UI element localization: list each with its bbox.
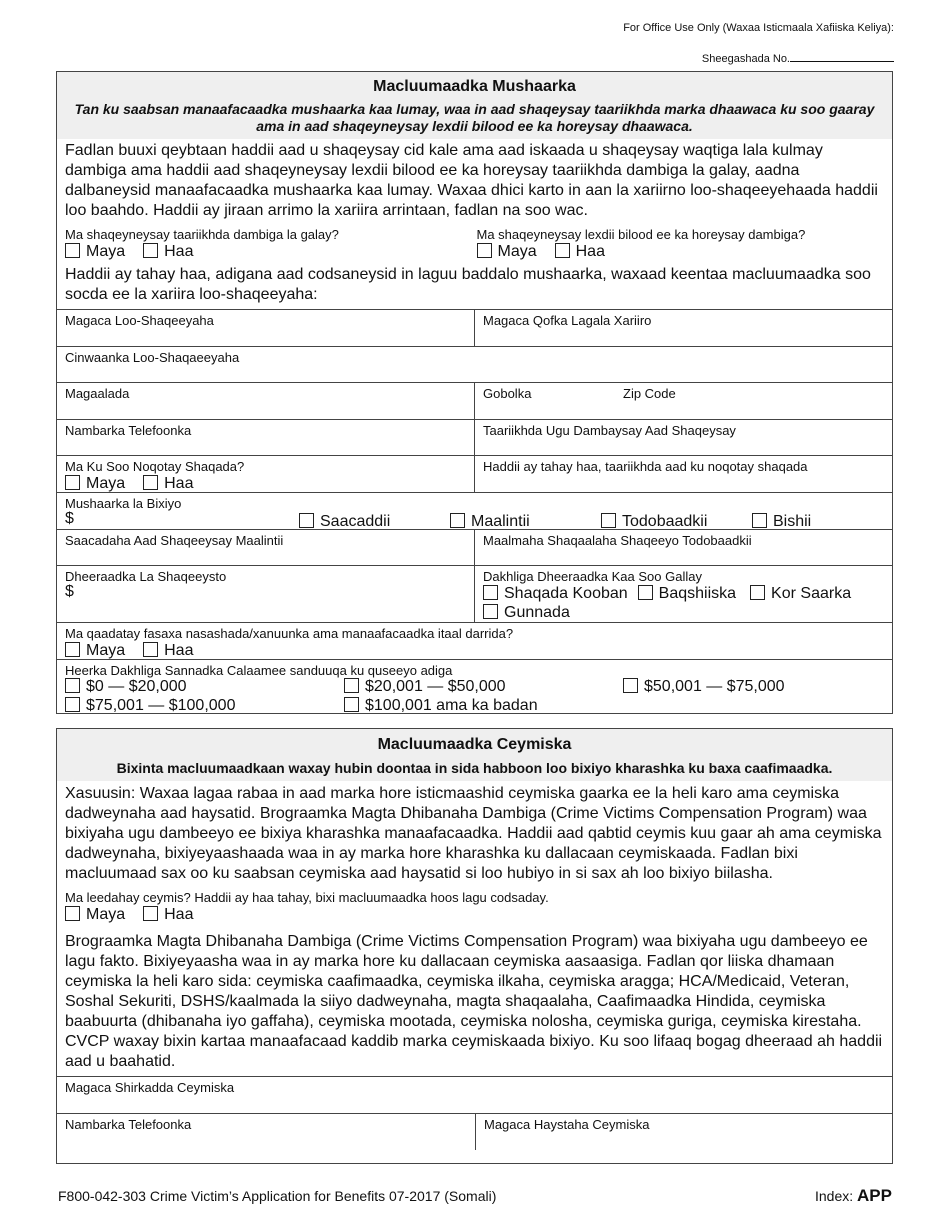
wage-dollar-sign: $	[65, 510, 74, 527]
option-label: $20,001 — $50,000	[365, 678, 506, 695]
option-label: Maya	[86, 642, 126, 659]
wage-label: Mushaarka la Bixiyo	[65, 496, 182, 511]
lost-job-cell	[57, 456, 474, 492]
income-label: Heerka Dakhliga Sannadka Calaamee sanduuqa ku quseeyo adiga	[65, 663, 453, 678]
employer-phone-field[interactable]: Nambarka Telefoonka	[65, 423, 192, 438]
option-label: Kor Saarka	[771, 585, 852, 602]
q-working-six-months: Ma shaqeyneysay lexdii bilood ee ka horeysay dambiga?	[476, 227, 806, 242]
six-months-no-checkbox[interactable]	[477, 243, 492, 258]
policy-holder-field[interactable]: Magaca Haystaha Ceymiska	[475, 1114, 892, 1150]
option-label: Shaqada Kooban	[504, 585, 628, 602]
case-number	[702, 50, 894, 65]
working-date-no-checkbox[interactable]	[65, 243, 80, 258]
option-label: Baqshiiska	[658, 585, 737, 602]
insurance-notice: Xasuusin: Waxaa lagaa rabaa in aad marka hore isticmaashid ceymiska gaarka ee la heli karo ama ceymiska dadweynaha aad haysatid. Brograamka Magta Dhibanaha Dambiga (Crime Victims Compensation Program) waa bixiyaha ugu dambeeyo ee bixiya kharashka manaafacaadka. Haddii aad qabtid ceymis kuu gaar ah ama ceymiska dadweynaha, bixiyeyaashaada waa in ay marka hore kharashka ku dallacaan ceymiskaada. Fadlan bixi macluumaad sax oo ku saabsan ceymiska aad haysatid si loo hubiyo in si sax ah loo bixiyo biilasha.	[65, 785, 882, 882]
option-label: Haa	[164, 906, 194, 923]
employment-section	[56, 71, 893, 714]
city-field[interactable]: Magaalada	[65, 386, 130, 401]
insurance-phone-field[interactable]: Nambarka Telefoonka	[65, 1117, 192, 1132]
q-lost-job: Ma Ku Soo Noqotay Shaqada?	[65, 459, 245, 474]
src-tips-checkbox[interactable]	[638, 585, 653, 600]
income-range-2-checkbox[interactable]	[344, 678, 359, 693]
option-label: $100,001 ama ka badan	[365, 697, 538, 714]
src-other-checkbox[interactable]	[483, 604, 498, 619]
other-income-cell	[57, 566, 474, 622]
insurance-section	[56, 728, 893, 1164]
option-label: Maya	[86, 906, 126, 923]
contact-name-field[interactable]: Magaca Qofka Lagala Xariiro	[474, 310, 892, 346]
src-overtime-checkbox[interactable]	[750, 585, 765, 600]
index-code	[815, 1186, 892, 1206]
wage-monthly-checkbox[interactable]	[752, 513, 767, 528]
wage-cell	[57, 493, 892, 529]
option-label: Maya	[86, 243, 126, 260]
employer-address-field[interactable]: Cinwaanka Loo-Shaqaeeyaha	[65, 350, 240, 365]
leave-yes-checkbox[interactable]	[143, 642, 158, 657]
insurance-yes-checkbox[interactable]	[143, 906, 158, 921]
index-label: Index:	[815, 1188, 854, 1204]
working-date-yes-checkbox[interactable]	[143, 243, 158, 258]
wage-daily-checkbox[interactable]	[450, 513, 465, 528]
income-range-3-checkbox[interactable]	[623, 678, 638, 693]
employer-name-field[interactable]: Magaca Loo-Shaqeeyaha	[65, 313, 214, 328]
lost-job-no-checkbox[interactable]	[65, 475, 80, 490]
option-label: $0 — $20,000	[86, 678, 187, 695]
employment-subtitle: Tan ku saabsan manaafacaadka mushaarka kaa lumay, waa in aad shaqeysay taariikhda marka dhaawaca ku soo gaaray ama in aad shaqeyneysay lexdii bilood ee ka horeysay dhaawaca.	[74, 101, 875, 134]
wage-hourly-checkbox[interactable]	[299, 513, 314, 528]
option-label: Haa	[575, 243, 605, 260]
returned-date-field[interactable]: Haddii ay tahay haa, taariikhda aad ku noqotay shaqada	[474, 456, 892, 492]
form-id: F800-042-303 Crime Victim’s Application for Benefits 07-2017 (Somali)	[58, 1188, 497, 1204]
employment-header	[57, 72, 892, 139]
income-range-1-checkbox[interactable]	[65, 678, 80, 693]
insurance-company-field[interactable]: Magaca Shirkadda Ceymiska	[65, 1080, 235, 1095]
insurance-no-checkbox[interactable]	[65, 906, 80, 921]
option-label: $50,001 — $75,000	[644, 678, 785, 695]
case-number-label: Sheegashada No.	[701, 53, 790, 65]
work-questions	[57, 227, 892, 261]
six-months-yes-checkbox[interactable]	[555, 243, 570, 258]
option-label: Maya	[86, 475, 126, 492]
employment-title: Macluumaadka Mushaarka	[373, 78, 576, 95]
option-label: Haa	[164, 475, 194, 492]
index-value: APP	[857, 1186, 892, 1205]
last-worked-date-field[interactable]: Taariikhda Ugu Dambaysay Aad Shaqeysay	[474, 420, 892, 455]
option-label: Maalintii	[471, 513, 530, 530]
office-use-label: For Office Use Only (Waxaa Isticmaala Xafiiska Keliya):	[623, 22, 894, 34]
option-label: Bishii	[773, 513, 812, 530]
option-label: $75,001 — $100,000	[86, 697, 236, 714]
option-label: Saacaddii	[320, 513, 391, 530]
q-leave: Ma qaadatay fasaxa nasashada/xanuunka ama manaafacaadka itaal darrida?	[65, 626, 514, 641]
income-range-5-checkbox[interactable]	[344, 697, 359, 712]
insurance-title: Macluumaadka Ceymiska	[377, 736, 572, 753]
leave-cell	[57, 623, 892, 659]
hours-per-day-field[interactable]: Saacadaha Aad Shaqeeysay Maalintii	[65, 533, 284, 548]
case-number-line	[790, 50, 894, 62]
src-second-job-checkbox[interactable]	[483, 585, 498, 600]
option-label: Haa	[164, 642, 194, 659]
insurance-header	[57, 729, 892, 781]
q-have-insurance: Ma leedahay ceymis? Haddii ay haa tahay, bixi macluumaadka hoos lagu codsaday.	[65, 890, 549, 905]
lost-job-yes-checkbox[interactable]	[143, 475, 158, 490]
insurance-subtitle: Bixinta macluumaadkaan waxay hubin doontaa in sida habboon loo bixiyo kharashka ku baxa caafimaadka.	[116, 760, 833, 776]
employment-intro: Fadlan buuxi qeybtaan haddii aad u shaqeysay cid kale ama aad iskaada u shaqeysay waqtiga lala kulmay dambiga ama haddii aad shaqeyneysay lexdii bilood ee ka horeysay taariikhda dambiga la galay, aadna dalbaneysid manaafacaadka mushaarka kaa lumay. Waxaa dhici karto in aan la xariirno loo-shaqeeyehaada haddii loo baahdo. Haddii ay jiraan arrimo la xariira arrintaan, fadlan na soo wac.	[65, 142, 878, 219]
state-zip-field	[474, 383, 892, 419]
if-yes-text: Haddii ay tahay haa, adigana aad codsaneysid in laguu baddalo mushaarka, waxaad keentaa macluumaadka soo socda ee la xariira loo-shaqeeyaha:	[65, 266, 871, 303]
other-income-label: Dheeraadka La Shaqeeysto	[65, 569, 227, 584]
option-label: Todobaadkii	[622, 513, 708, 530]
other-income-source-cell	[474, 566, 892, 622]
income-range-4-checkbox[interactable]	[65, 697, 80, 712]
have-insurance-block	[57, 884, 892, 924]
other-income-source-label: Dakhliga Dheeraadka Kaa Soo Gallay	[483, 569, 702, 584]
income-cell	[57, 660, 892, 714]
q-working-on-date: Ma shaqeyneysay taariikhda dambiga la galay?	[65, 227, 339, 242]
leave-no-checkbox[interactable]	[65, 642, 80, 657]
wage-weekly-checkbox[interactable]	[601, 513, 616, 528]
other-income-dollar-sign: $	[65, 583, 74, 600]
program-text: Brograamka Magta Dhibanaha Dambiga (Crime Victims Compensation Program) waa bixiyaha ugu dambeeyo ee lagu fakto. Bixiyeyaasha waa in ay marka hore ku dallacaan ceymiska aasaasiga. Fadlan qor liiska dhamaan ceymiska la heli karo sida: ceymiska caafimaadka, ceymiska ilkaha, ceymiska aragga; HCA/Medicaid, Veteran, Soshal Sekuriti, DSHS/kaalmada la siiyo dadweynaha, magta shaqaalaha, Caafimaadka Hindida, ceymiska baabuurta (dhibanaha iyo gaffaha), ceymiska mootada, ceymiska nolosha, ceymiska guriga, ceymiska kirestaha. CVCP waxay bixin kartaa manaafacaad kaddib marka ceymiskaada bixiyo. Ku soo lifaaq bogag dheeraad ah haddii aad u baahatid.	[65, 933, 883, 1070]
option-label: Haa	[164, 243, 194, 260]
days-per-week-field[interactable]: Maalmaha Shaqaalaha Shaqeeyo Todobaadkii	[474, 530, 892, 565]
state-field[interactable]: Gobolka	[483, 386, 532, 401]
zip-field[interactable]: Zip Code	[623, 386, 676, 401]
option-label: Gunnada	[504, 604, 570, 621]
option-label: Maya	[497, 243, 537, 260]
